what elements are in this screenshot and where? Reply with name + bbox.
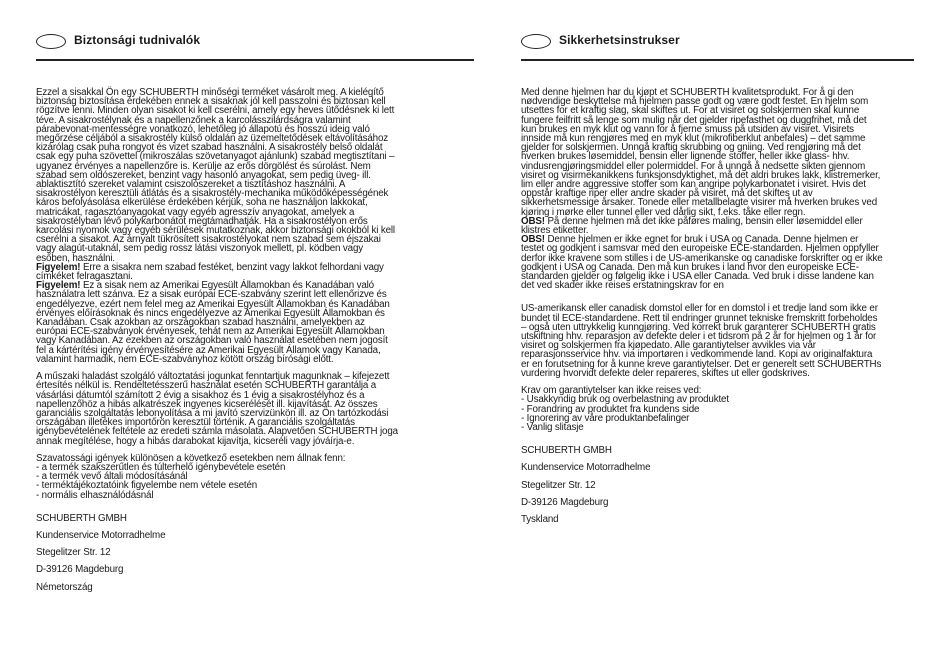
warning-label: Figyelem! <box>36 261 81 273</box>
address-line: Kundenservice Motorradhelme <box>36 529 166 541</box>
section-oval-icon <box>36 34 66 49</box>
left-body <box>36 88 398 600</box>
warning-label: Figyelem! <box>36 280 81 292</box>
left-warning-2 <box>36 281 398 364</box>
list-item: - Ignorering av våre produktanbefalinger <box>521 412 690 424</box>
right-warning-2 <box>521 235 883 290</box>
warning-text: Erre a sisakra nem szabad festéket, benzint vagy lakkot felhordani vagy címkéket felragasztani. <box>36 261 384 283</box>
right-paragraph-warranty: US-amerikansk eller canadisk domstol eller for en domstol i et tredje land som ikke er bundet til ECE-standardene. Rett til endringer grunnet tekniske fremskritt forbeholdes – også uten uttrykkelig kunngjøring. Ved korrekt bruk garanterer SCHUBERTH gratis utskiftning hhv. reparasjon av defekte deler i et tidsrom på 2 år for hjelmen og 1 år for visiret og solskjermen fra kjøpedato. Alle garantiytelser avvikles via vår reparasjonsservice hhv. via importøren i vedkommende land. Kopi av originalfaktura er en forutsetning for å kunne kreve garantiytelser. Det er generelt sett SCHUBERTHs vurdering hvorvidt defekte deler repareres, skiftes ut eller godskrives. <box>521 303 882 379</box>
warning-label: OBS! <box>521 234 545 246</box>
list-item: - normális elhasználódásnál <box>36 489 154 501</box>
list-item: - a termék szakszerűtlen és túlterhelő igénybevétele esetén <box>36 461 286 473</box>
left-header-rule <box>36 59 474 61</box>
left-paragraph-exclusions: Szavatossági igények különösen a következő esetekben nem állnak fenn: <box>36 452 346 464</box>
list-item: - Forandring av produktet fra kundens side <box>521 403 700 415</box>
right-header-rule <box>521 59 914 61</box>
left-paragraph-intro: Ezzel a sisakkal Ön egy SCHUBERTH minőségi terméket vásárolt meg. A kielégítő biztonság biztosítása érdekében ennek a sisaknak jól kell passzolni és biztosan kell rögzítve lenni. Minden olyan sisakot ki kell cserélni, amely egy heves ütődésnek ki lett téve. A sisakrostélynak és a napellenzőnek a karcolásszilárdságra valamint párabevonat-mentességre vonatkozó, lehetőleg jó állapotú és hosszú ideig való megőrzése céljából a sisakrostély külső oldalán az üzemeltetődések eltávolításához kizárólag csak puha rongyot és vizet szabad használni. A sisakrostély belső oldalát csak egy puha szövettel (mikroszálas szövetanyagot ajánlunk) szabad megtisztítani – ugyanez érvényes a napellenzőre is. Kerülje az erős dörgölést és súrolást. Nem szabad sem oldószereket, benzint vagy hasonló anyagokat, sem pedig üveg- ill. ablaktisztító szereket valamint csiszolószereket a tisztításhoz használni. A sisakrostélyon keresztüli átlátás és a sisakrostély-mechanika működőképességének káros befolyásolása elkerülése érdekében kérjük, soha ne használjon lakkokat, matricákat, ragasztóanyagokat vagy egyéb agresszív anyagokat, amelyek a sisakrostélyban lévő polykarbonátot megtámadhatják. Ha a sisakrostélyon erős karcolási nyomok vagy egyéb sérülések mutatkoznak, akkor biztonsági okokból ki kell cserélni a sisakot. Az árnyalt tükrösített sisakrostélyokat nem szabad sem éjszakai vagy alagút-utaknál, sem pedig rossz látási viszonyok mellett, pl. ködben vagy esőben, használni. <box>36 87 395 264</box>
right-exclusion-list <box>521 395 883 432</box>
left-warning-1 <box>36 263 398 281</box>
right-page-title: Sikkerhetsinstrukser <box>559 33 680 47</box>
warning-text: Denne hjelmen er ikke egnet for bruk i USA og Canada. Denne hjelmen er testet og godkjent i samsvar med den europeiske ECE-standarden. Hjelmen oppfyller derfor ikke kravene som stilles i de US-amerikanske og canadiske forskrifter og er ikke godkjent i USA og Canada. Den må kun brukes i land hvor den europeiske ECE-standarden gjelder og følgelig ikke i USA eller Canada. Ved bruk i disse landene kan det ved skader ikke reises erstatningskrav for en <box>521 234 883 292</box>
warning-text: På denne hjelmen må det ikke påføres maling, bensin eller løsemiddel eller klistres etiketter. <box>521 215 863 237</box>
address-line: D-39126 Magdeburg <box>36 564 124 576</box>
right-paragraph-intro: Med denne hjelmen har du kjøpt et SCHUBERTH kvalitetsprodukt. For å gi den nødvendige beskyttelse må hjelmen passe godt og være godt festet. En hjelm som utsettes for et kraftig slag, skal skiftes ut. For at visiret og solskjermen skal kunne fungere feilfritt så lenge som mulig når det gjelder ripefasthet og duggfrihet, må det kun brukes en myk klut og vann for å fjerne smuss på utsiden av visiret. Visirets innside må kun rengjøres med en myk klut (mikrofiberklut anbefales) – det samme gjelder for solskjermen. Unngå kraftig skrubbing og gniing. Ved rengjøring må det hverken brukes løsemiddel, bensin eller lignende stoffer, heller ikke glass- hhv. vindusrengjøringsmiddel eller polermiddel. For å unngå å nedsette sikten gjennom visiret og visirmekanikkens funksjonsdyktighet, må det aldri brukes lakk, klistremerker, lim eller andre aggressive stoffer som kan angripe polykarbonatet i visiret. Hvis det oppstår kraftige riper eller andre skader på visiret, må det skiftes ut av sikkerhetsmessige årsaker. Tonede eller metallbelagte visirer må hverken brukes ved kjøring i mørke eller tunnel eller ved dårlig sikt, f.eks. tåke eller regn. <box>521 87 881 218</box>
warning-label: OBS! <box>521 215 545 227</box>
left-page-title: Biztonsági tudnivalók <box>74 33 201 47</box>
address-line: SCHUBERTH GMBH <box>36 512 127 524</box>
right-body <box>521 88 883 532</box>
left-paragraph-warranty: A műszaki haladást szolgáló változtatási jogunkat fenntartjuk magunknak – kifejezett értesítés nélkül is. Rendeltetésszerű használat esetén SCHUBERTH garantálja a vásárlási dátumtól számított 2 évig a sisakhoz és 1 évig a sisakrostélyhoz és a napellenzőhöz a hibás alkatrészek ingyenes kicserélését ill. kijavítását. Az összes garanciális szolgáltatás lebonyolítása a mi javító szervizünkön ill. az Ön tartózkodási országában illetékes importőrön keresztül történik. A garanciális szolgáltatás igénybevételének feltétele az eredeti számla másolata. Alapvetően SCHUBERTH joga annak megítélése, hogy a hibás darabokat kijavítja, kicseréli vagy jóváírja-e. <box>36 371 398 447</box>
section-oval-icon <box>521 34 551 49</box>
address-line: Tyskland <box>521 513 559 525</box>
list-item: - terméktájékoztatóink figyelembe nem vétele esetén <box>36 480 258 492</box>
list-item: - Vanlig slitasje <box>521 421 584 433</box>
list-item: - a termék vevő általi módosításánál <box>36 471 188 483</box>
right-section-header <box>521 30 897 58</box>
address-line: Stegelitzer Str. 12 <box>36 547 111 559</box>
left-exclusion-list <box>36 463 398 500</box>
right-warning-1 <box>521 217 883 235</box>
address-line: Németország <box>36 581 93 593</box>
right-address <box>521 446 883 524</box>
left-address <box>36 514 398 592</box>
address-line: D-39126 Magdeburg <box>521 496 609 508</box>
address-line: Kundenservice Motorradhelme <box>521 462 651 474</box>
address-line: Stegelitzer Str. 12 <box>521 479 596 491</box>
list-item: - Usakkyndig bruk og overbelastning av produktet <box>521 394 729 406</box>
right-paragraph-exclusions: Krav om garantiytelser kan ikke reises ved: <box>521 385 702 397</box>
warning-text: Ez a sisak nem az Amerikai Egyesült Államokban és Kanadában való használatra lett szánva. Ez a sisak európai ECE-szabvány szerint lett ellenőrizve és engedélyezve, ezért nem felel meg az Amerikai Egyesült Államokban és Kanadában érvényes előírásoknak és nincs engedélyezve az Amerikai Egyesült Államokban és Kanadában. Csak azokban az országokban szabad használni, amelyekben az európai ECE-szabványok érvényesek, tehát nem az Amerikai Egyesült Államokban vagy Kanadában. Az ezekben az országokban való használat esetében nem jogosít fel a kártérítési igény érvényesítésére az Amerikai Egyesült Államok vagy Kanada, valamint harmadik, nem ECE-szabványhoz kötött ország bírósági előtt. <box>36 280 390 365</box>
address-line: SCHUBERTH GMBH <box>521 445 612 457</box>
left-section-header <box>36 30 456 58</box>
